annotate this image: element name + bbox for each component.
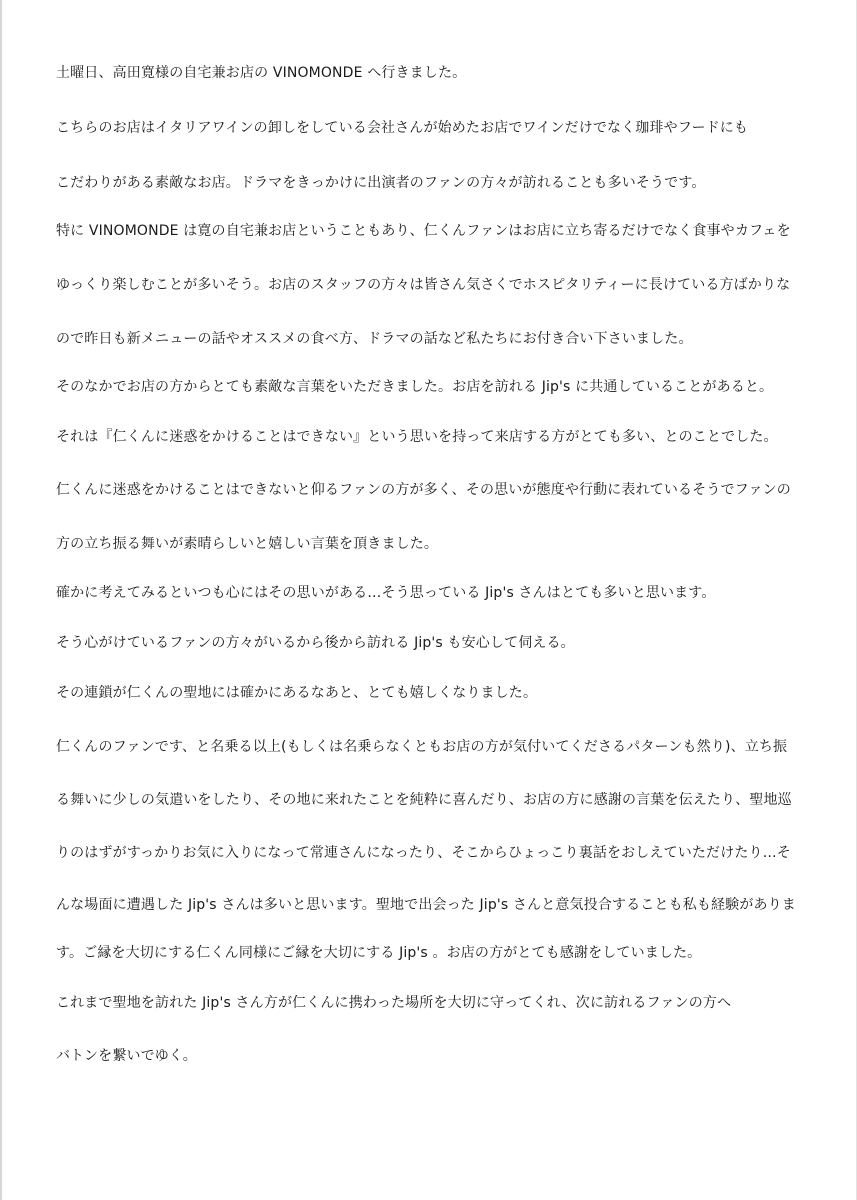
text-line: それは『仁くんに迷惑をかけることはできない』という思いを持って来店する方がとても多い、とのことでした。 bbox=[56, 429, 778, 445]
text-line: 仁くんに迷惑をかけることはできないと仰るファンの方が多く、その思いが態度や行動に表れているそうでファンの bbox=[56, 482, 791, 498]
text-line: す。ご縁を大切にする仁くん同様にご縁を大切にする Jip's 。お店の方がとても感謝をしていました。 bbox=[56, 945, 702, 961]
text-line: そう心がけているファンの方々がいるから後から訪れる Jip's も安心して伺える。 bbox=[56, 635, 575, 651]
text-line: る舞いに少しの気遣いをしたり、その地に来れたことを純粋に喜んだり、お店の方に感謝の言葉を伝えたり、聖地巡 bbox=[56, 792, 792, 808]
text-line: こちらのお店はイタリアワインの卸しをしている会社さんが始めたお店でワインだけでなく珈琲やフードにも bbox=[56, 120, 749, 136]
text-line: 方の立ち振る舞いが素晴らしいと嬉しい言葉を頂きました。 bbox=[56, 536, 439, 552]
text-line: りのはずがすっかりお気に入りになって常連さんになったり、そこからひょっこり裏話をおしえていただけたり…そ bbox=[56, 845, 791, 861]
text-line: バトンを繋いでゆく。 bbox=[56, 1048, 197, 1064]
text-line: こだわりがある素敵なお店。ドラマをきっかけに出演者のファンの方々が訪れることも多いそうです。 bbox=[56, 175, 706, 191]
text-line: そのなかでお店の方からとても素敵な言葉をいただきました。お店を訪れる Jip's に共通していることがあると。 bbox=[56, 379, 774, 395]
text-line: 土曜日、高田寛様の自宅兼お店の VINOMONDE へ行きました。 bbox=[56, 65, 467, 81]
text-line: んな場面に遭遇した Jip's さんは多いと思います。聖地で出会った Jip's さんと意気投合することも私も経験がありま bbox=[56, 897, 796, 913]
text-line: 確かに考えてみるといつも心にはその思いがある…そう思っている Jip's さんはとても多いと思います。 bbox=[56, 585, 716, 601]
text-line: ので昨日も新メニューの話やオススメの食べ方、ドラマの話など私たちにお付き合い下さいました。 bbox=[56, 331, 693, 347]
text-line: ゆっくり楽しむことが多いそう。お店のスタッフの方々は皆さん気さくでホスピタリティーに長けている方ばかりな bbox=[56, 277, 791, 293]
text-line: 特に VINOMONDE は寛の自宅兼お店ということもあり、仁くんファンはお店に立ち寄るだけでなく食事やカフェを bbox=[56, 223, 791, 239]
text-line: 仁くんのファンです、と名乗る以上(もしくは名乗らなくともお店の方が気付いてくださるパターンも然り)、立ち振 bbox=[56, 739, 788, 755]
text-line: これまで聖地を訪れた Jip's さん方が仁くんに携わった場所を大切に守ってくれ、次に訪れるファンの方へ bbox=[56, 995, 732, 1011]
text-line: その連鎖が仁くんの聖地には確かにあるなあと、とても嬉しくなりました。 bbox=[56, 685, 538, 701]
